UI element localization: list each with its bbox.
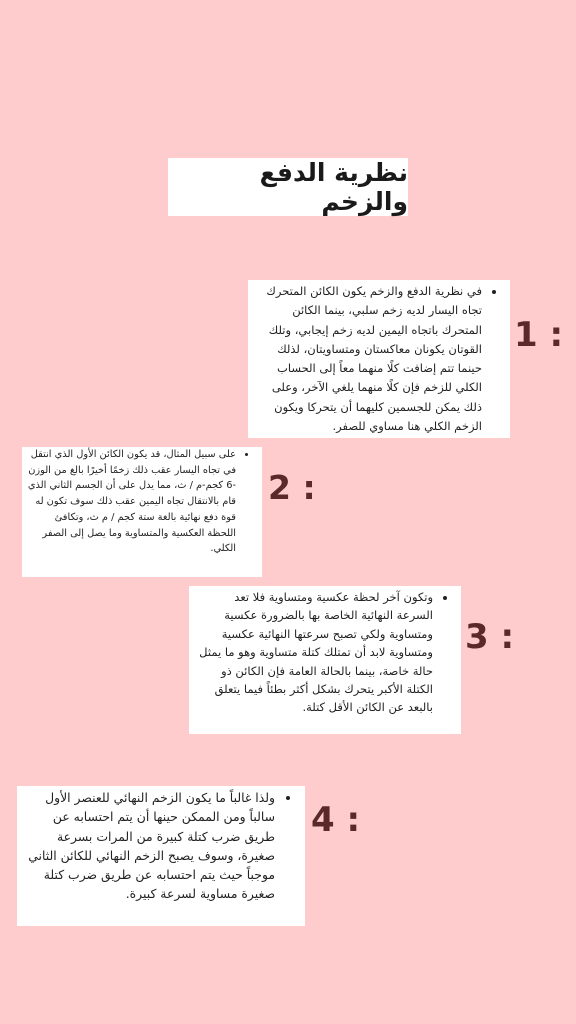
section-text-4: • ولذا غالباً ما يكون الزخم النهائي للعنصر الأول سالباً ومن الممكن حينها أن يتم احتسابه عن طريق ضرب كتلة كبيرة من المرات بسرعة صغيرة، وسوف يصبح الزخم النهائي للكائن الثاني موجباً حيث يتم احتسابه عن طريق ضرب كتلة صغيرة مساوية لسرعة كبيرة. [25,788,275,904]
title-box [168,158,408,216]
section-card-2 [22,447,262,577]
section-text-3: • وتكون آخر لحظة عكسية ومتساوية فلا تعد السرعة النهائية الخاصة بها بالضرورة عكسية ومتساوية ولكي تصبح سرعتها النهائية عكسية ومتساوية لابد أن تمتلك كتلة متساوية وهو ما يمثل حالة خاصة، بينما بالحالة العامة فإن الكائن ذو الكتلة الأكبر يتحرك بشكل أكثر بطئاً فيما يتعلق بالبعد عن الكائن الأقل كتلة. [195,588,433,717]
bullet-list [25,788,293,904]
bullet-list [195,588,451,717]
page-title: نظرية الدفع والزخم [259,158,408,216]
section-card-1 [248,280,510,438]
section-number-4: 4 : [311,800,361,840]
section-card-4 [17,786,305,926]
section-card-3 [189,586,461,734]
section-number-3: 3 : [465,617,515,657]
bullet-list [254,282,500,436]
section-text-2: • على سبيل المثال، قد يكون الكائن الأول الذي انتقل في تجاه اليسار عقب ذلك زخمًا أخيرًا بالغ من الوزن -6 كجم-م / ث، مما يدل على أن الجسم الثاني الذي قام بالانتقال تجاه اليمين عقب ذلك سوف تكون له قوة دفع نهائية بالغة ستة كجم / م ث، وتكافئ اللحظة العكسية والمتساوية وما يصل إلى الصفر الكلي. [26,447,236,557]
section-number-2: 2 : [268,468,316,507]
section-text-1: • في نظرية الدفع والزخم يكون الكائن المتحرك تجاه اليسار لديه زخم سلبي، بينما الكائن المتحرك باتجاه اليمين لديه زخم إيجابي، وتلك القوتان يكونان معاكستان ومتساويتان، لذلك حينما تتم إضافت كلًا منهما معاً إلى الحساب الكلي للزخم فإن كلًا منهما يلغي الآخر، وعلى ذلك يمكن للجسمين كليهما أن يتحركا ويكون الزخم الكلي هنا مساوي للصفر. [254,282,482,436]
bullet-list [26,447,254,557]
section-number-1: 1 : [514,315,564,355]
